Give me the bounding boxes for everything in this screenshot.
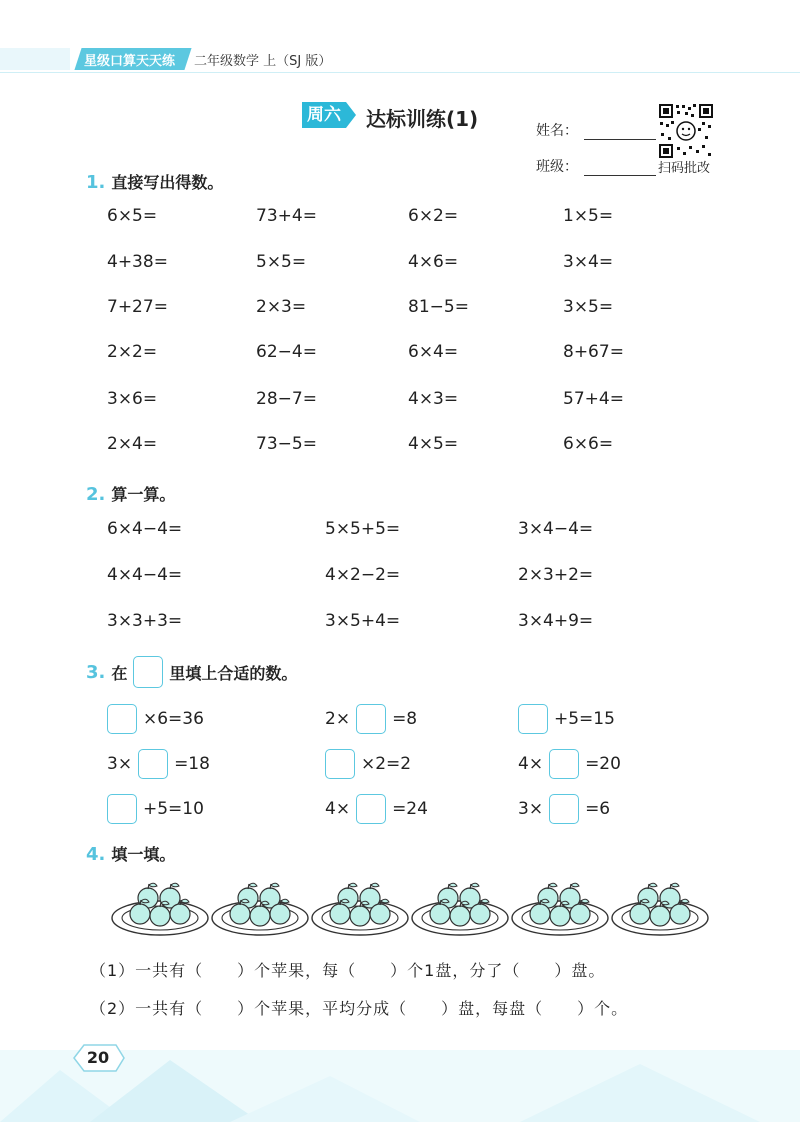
example-answer-box [133, 656, 163, 688]
apple-plate [612, 883, 708, 935]
problem-item: 3×5= [563, 297, 614, 317]
section-text: 填一填。 [111, 845, 176, 864]
brand-text: 星级口算天天练 [84, 54, 176, 69]
problem-item: 2×2= [107, 342, 158, 362]
problem-item: 4×4−4= [107, 565, 183, 585]
qr-label: 扫码批改 [658, 161, 711, 176]
problem-item: 2×3+2= [518, 565, 594, 585]
section-1-title [86, 170, 223, 193]
problem-text: 4× [518, 754, 544, 774]
fill-problem [107, 749, 210, 779]
problem-item: 57+4= [563, 389, 624, 409]
section-text: 在 [111, 663, 128, 683]
apple-plate [212, 883, 308, 935]
problem-item: 1×5= [563, 206, 614, 226]
class-label: 班级： [536, 159, 578, 175]
problem-item: 3×5+4= [325, 611, 401, 631]
problem-item: 62−4= [256, 342, 317, 362]
problem-text: =8 [392, 709, 418, 729]
problem-item: 73+4= [256, 206, 317, 226]
problem-item: 2×3= [256, 297, 307, 317]
fill-problem [107, 704, 204, 734]
problem-text: 2× [325, 709, 351, 729]
problem-item: 5×5+5= [325, 519, 401, 539]
problem-item: 73−5= [256, 434, 317, 454]
fill-problem [325, 749, 411, 779]
problem-item: 6×2= [408, 206, 459, 226]
problem-text: +5=15 [554, 709, 615, 729]
answer-box[interactable] [138, 749, 168, 779]
problem-item: 3×4= [563, 252, 614, 272]
answer-box[interactable] [356, 704, 386, 734]
problem-item: 6×6= [563, 434, 614, 454]
section-text: 里填上合适的数。 [169, 663, 298, 683]
problem-text: =20 [585, 754, 621, 774]
header-divider [0, 72, 800, 73]
section-4-title [86, 842, 175, 865]
problem-text: =18 [174, 754, 210, 774]
apple-plates-illustration [100, 876, 720, 942]
answer-box[interactable] [356, 794, 386, 824]
problem-item: 4×2−2= [325, 565, 401, 585]
problem-item: 8+67= [563, 342, 624, 362]
problem-item: 81−5= [408, 297, 469, 317]
problem-text: 3× [518, 799, 544, 819]
fill-question-1: （1）一共有（ ）个苹果，每（ ）个1盘，分了（ ）盘。 [90, 961, 606, 980]
problem-item: 6×5= [107, 206, 158, 226]
fill-problem [325, 704, 417, 734]
apple-plate [312, 883, 408, 935]
answer-box[interactable] [107, 794, 137, 824]
section-number: 2. [86, 484, 106, 505]
fill-question-2: （2）一共有（ ）个苹果，平均分成（ ）盘，每盘（ ）个。 [90, 999, 629, 1018]
section-2-title [86, 482, 175, 505]
fill-problem [107, 794, 204, 824]
class-field[interactable] [536, 156, 656, 176]
day-badge-arrow [346, 102, 356, 128]
page-title: 达标训练(1) [366, 107, 479, 131]
problem-text: ×2=2 [361, 754, 412, 774]
apple-plate [112, 883, 208, 935]
problem-item: 28−7= [256, 389, 317, 409]
section-number: 1. [86, 172, 106, 193]
problem-item: 4×5= [408, 434, 459, 454]
problem-item: 7+27= [107, 297, 168, 317]
answer-box[interactable] [549, 749, 579, 779]
fill-problem [518, 749, 621, 779]
answer-box[interactable] [325, 749, 355, 779]
problem-text: ×6=36 [143, 709, 204, 729]
problem-item: 4×3= [408, 389, 459, 409]
problem-item: 4+38= [107, 252, 168, 272]
day-badge: 周六 [302, 102, 346, 128]
problem-text: 3× [107, 754, 133, 774]
page-header [0, 48, 800, 70]
problem-item: 5×5= [256, 252, 307, 272]
section-3-title [86, 656, 297, 688]
fill-problem [518, 704, 615, 734]
problem-item: 6×4−4= [107, 519, 183, 539]
fill-problem [325, 794, 428, 824]
answer-box[interactable] [518, 704, 548, 734]
problem-text: 4× [325, 799, 351, 819]
page-number: 20 [86, 1048, 110, 1067]
apple-plate [412, 883, 508, 935]
problem-item: 2×4= [107, 434, 158, 454]
name-label: 姓名： [536, 123, 578, 139]
section-number: 3. [86, 661, 106, 683]
problem-text: =24 [392, 799, 428, 819]
name-underline[interactable] [584, 139, 656, 140]
problem-item: 4×6= [408, 252, 459, 272]
header-left-stripe [0, 48, 70, 70]
qr-code-icon[interactable] [658, 103, 714, 159]
problem-item: 3×3+3= [107, 611, 183, 631]
section-text: 直接写出得数。 [111, 173, 224, 192]
answer-box[interactable] [549, 794, 579, 824]
problem-item: 3×6= [107, 389, 158, 409]
name-field[interactable] [536, 120, 656, 140]
fill-problem [518, 794, 610, 824]
problem-text: +5=10 [143, 799, 204, 819]
section-number: 4. [86, 844, 106, 865]
book-subject: 二年级数学 上（SJ 版） [194, 54, 332, 69]
answer-box[interactable] [107, 704, 137, 734]
problem-item: 3×4−4= [518, 519, 594, 539]
problem-item: 3×4+9= [518, 611, 594, 631]
class-underline[interactable] [584, 175, 656, 176]
apple-plate [512, 883, 608, 935]
problem-text: =6 [585, 799, 611, 819]
problem-item: 6×4= [408, 342, 459, 362]
section-text: 算一算。 [111, 485, 176, 504]
